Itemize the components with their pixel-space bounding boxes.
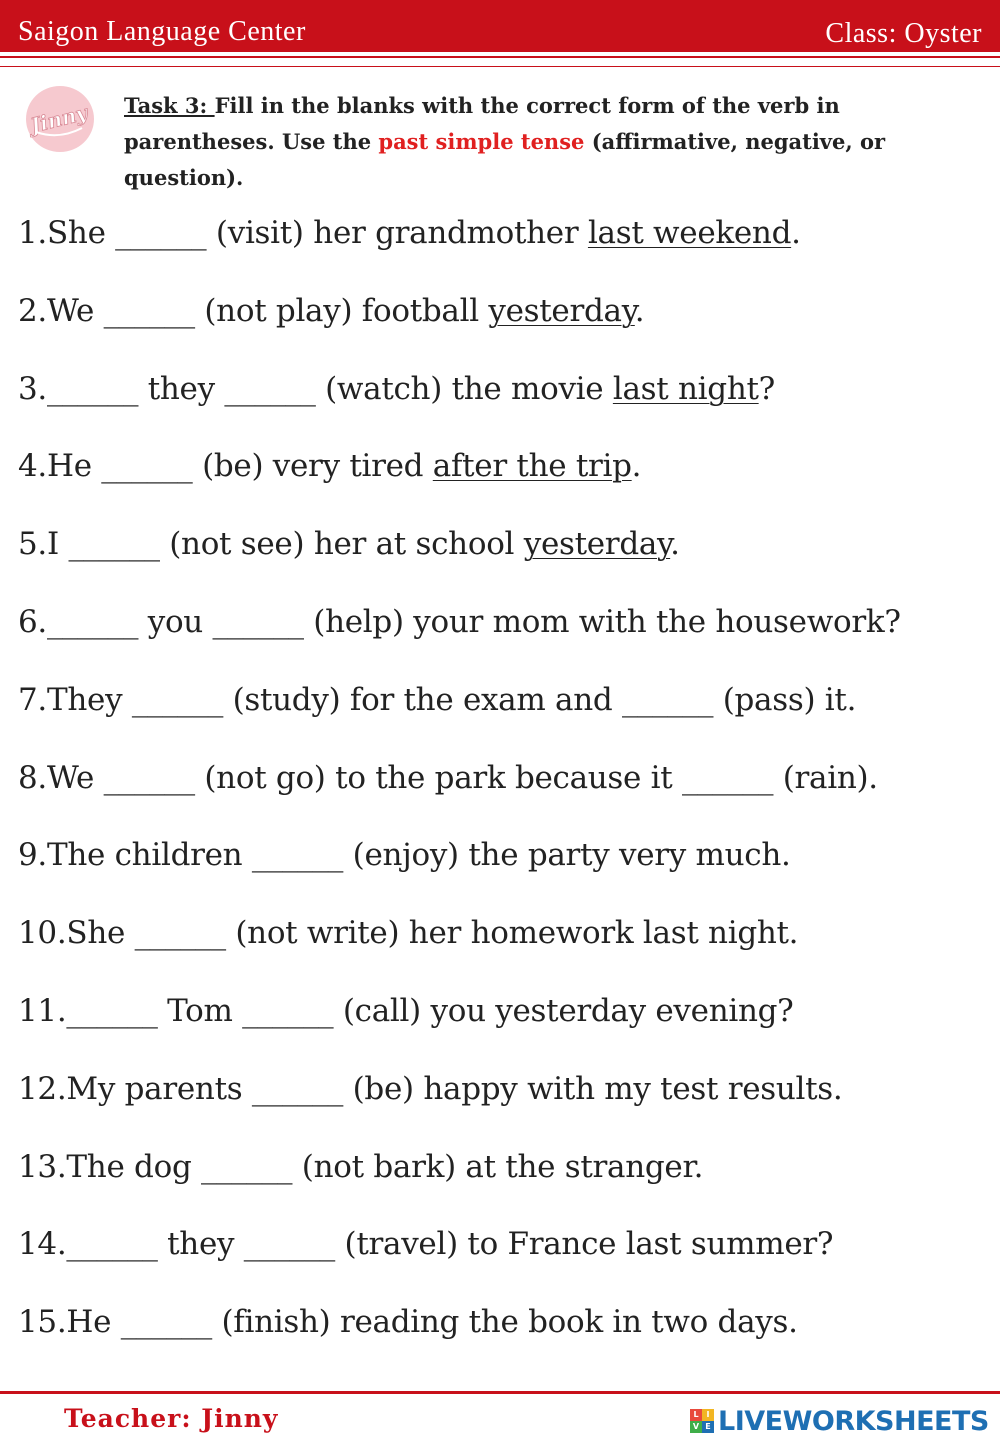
question-text: 11.______ Tom ______ (call) you yesterday evening? <box>18 993 794 1029</box>
question-text: 7.They ______ (study) for the exam and ______ (pass) it. <box>18 681 857 718</box>
tense-highlight: past simple tense <box>378 129 585 154</box>
question-text: 2.We ______ (not play) football <box>18 292 489 329</box>
question-text: 8.We ______ (not go) to the park because it ______ (rain). <box>18 759 878 796</box>
task-label: Task 3: <box>124 93 215 118</box>
footer-rule <box>0 1391 1000 1394</box>
question-punctuation: . <box>634 292 645 329</box>
question-text: 9.The children ______ (enjoy) the party very much. <box>18 837 791 874</box>
time-expression: after the trip <box>432 448 632 485</box>
liveworksheets-brand: LIVEWORKSHEETS <box>718 1405 989 1437</box>
class-label: Class: Oyster <box>825 18 982 49</box>
question-item <box>18 1226 833 1262</box>
question-punctuation: . <box>791 215 801 251</box>
liveworksheets-icon: L I V E <box>690 1409 714 1433</box>
question-text: 5.I ______ (not see) her at school <box>18 526 524 563</box>
question-text: 12.My parents ______ (be) happy with my test results. <box>18 1070 843 1107</box>
question-item <box>18 215 801 251</box>
header-rule <box>0 56 1000 58</box>
task-instructions <box>124 88 984 196</box>
liveworksheets-logo <box>690 1404 989 1438</box>
question-text: 14.______ they ______ (travel) to France last summer? <box>18 1226 834 1263</box>
question-text: 6.______ you ______ (help) your mom with the housework? <box>18 604 901 640</box>
question-punctuation: ? <box>758 370 775 407</box>
time-expression: yesterday <box>523 526 671 563</box>
question-item <box>18 604 901 640</box>
instructions-text: Fill in the blanks with the correct form of the verb in parentheses. Use the <box>124 93 840 154</box>
question-item <box>18 1304 798 1340</box>
instructions-text-end: (affirmative, negative, or question). <box>124 129 886 190</box>
question-item <box>18 293 644 329</box>
question-text: 10.She ______ (not write) her homework last night. <box>18 915 799 952</box>
svg-text:Jinny: Jinny <box>28 100 90 138</box>
question-item <box>18 1149 703 1185</box>
question-punctuation: . <box>670 526 680 563</box>
school-name: Saigon Language Center <box>18 16 306 47</box>
question-text: 1.She ______ (visit) her grandmother <box>18 215 588 251</box>
time-expression: last night <box>612 370 759 407</box>
question-item <box>18 682 856 718</box>
question-item <box>18 915 798 951</box>
question-text: 15.He ______ (finish) reading the book in two days. <box>18 1304 798 1341</box>
question-item <box>18 760 878 796</box>
teacher-name: Teacher: Jinny <box>64 1404 279 1433</box>
time-expression: yesterday <box>488 292 635 329</box>
header-rule-thin <box>0 66 1000 67</box>
question-item <box>18 526 680 562</box>
question-text: 4.He ______ (be) very tired <box>18 448 433 485</box>
question-item <box>18 448 641 484</box>
question-punctuation: . <box>631 448 642 485</box>
question-item <box>18 1071 842 1107</box>
question-text: 13.The dog ______ (not bark) at the stranger. <box>18 1148 704 1185</box>
time-expression: last weekend <box>587 215 792 251</box>
question-item <box>18 371 775 407</box>
question-item <box>18 837 791 873</box>
question-text: 3.______ they ______ (watch) the movie <box>18 370 613 407</box>
question-item <box>18 993 794 1029</box>
jinny-logo-icon <box>22 82 96 156</box>
